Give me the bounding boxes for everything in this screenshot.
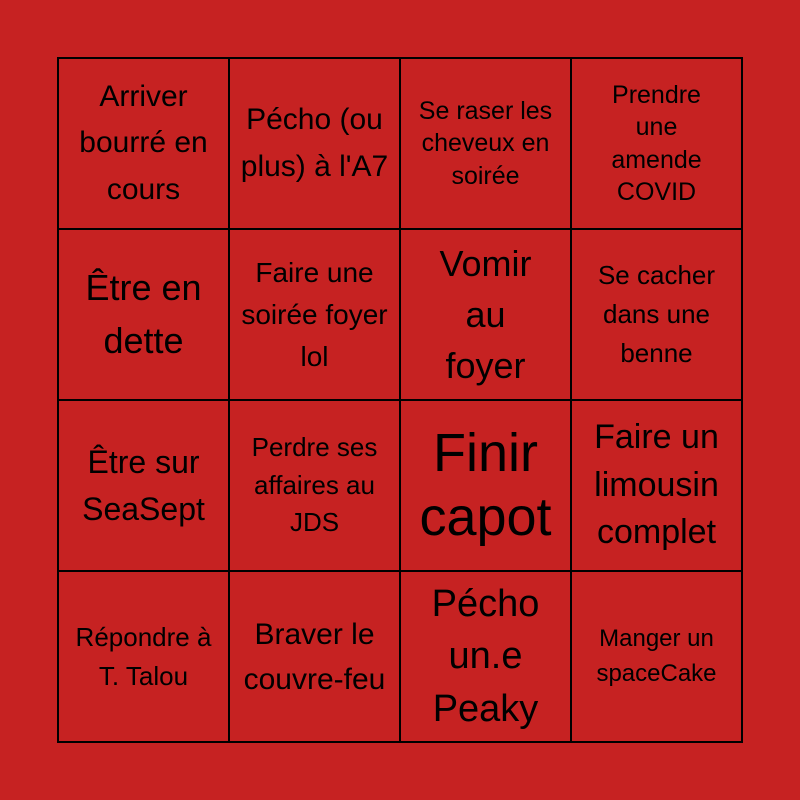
cell-label: Faire un limousin complet [594,418,719,552]
bingo-cell[interactable] [229,58,400,229]
cell-label: Faire une soirée foyer lol [241,256,388,372]
cell-label: Être sur SeaSept [82,444,205,527]
bingo-cell[interactable] [58,58,229,229]
cell-label: Vomir au foyer [439,242,532,387]
cell-label: Prendre une amende COVID [611,80,702,206]
cell-label: Répondre à T. Talou [75,621,212,691]
cell-label: Être en dette [85,267,202,361]
cell-label: Se cacher dans une benne [597,260,716,368]
cell-label: Perdre ses affaires au JDS [251,431,378,538]
cell-label: Finir capot [419,422,552,547]
bingo-cell[interactable] [400,229,571,400]
bingo-cell[interactable] [400,58,571,229]
bingo-cell[interactable] [400,571,571,742]
bingo-cell[interactable] [229,400,400,571]
bingo-cell[interactable] [571,58,742,229]
cell-label: Se raser les cheveux en soirée [418,96,553,190]
bingo-cell[interactable] [58,400,229,571]
cell-label: Braver le couvre-feu [243,617,386,696]
bingo-board [57,57,743,743]
cell-label: Pécho (ou plus) à l'A7 [240,103,389,183]
bingo-cell[interactable] [571,229,742,400]
bingo-cell[interactable] [58,229,229,400]
bingo-cell[interactable] [58,571,229,742]
cell-label: Pécho un.e Peaky [431,582,540,730]
bingo-cell[interactable] [229,571,400,742]
cell-label: Arriver bourré en cours [79,79,208,206]
bingo-cell[interactable] [571,571,742,742]
bingo-cell[interactable] [229,229,400,400]
cell-label: Manger un spaceCake [596,624,717,687]
bingo-cell[interactable] [571,400,742,571]
bingo-cell[interactable] [400,400,571,571]
